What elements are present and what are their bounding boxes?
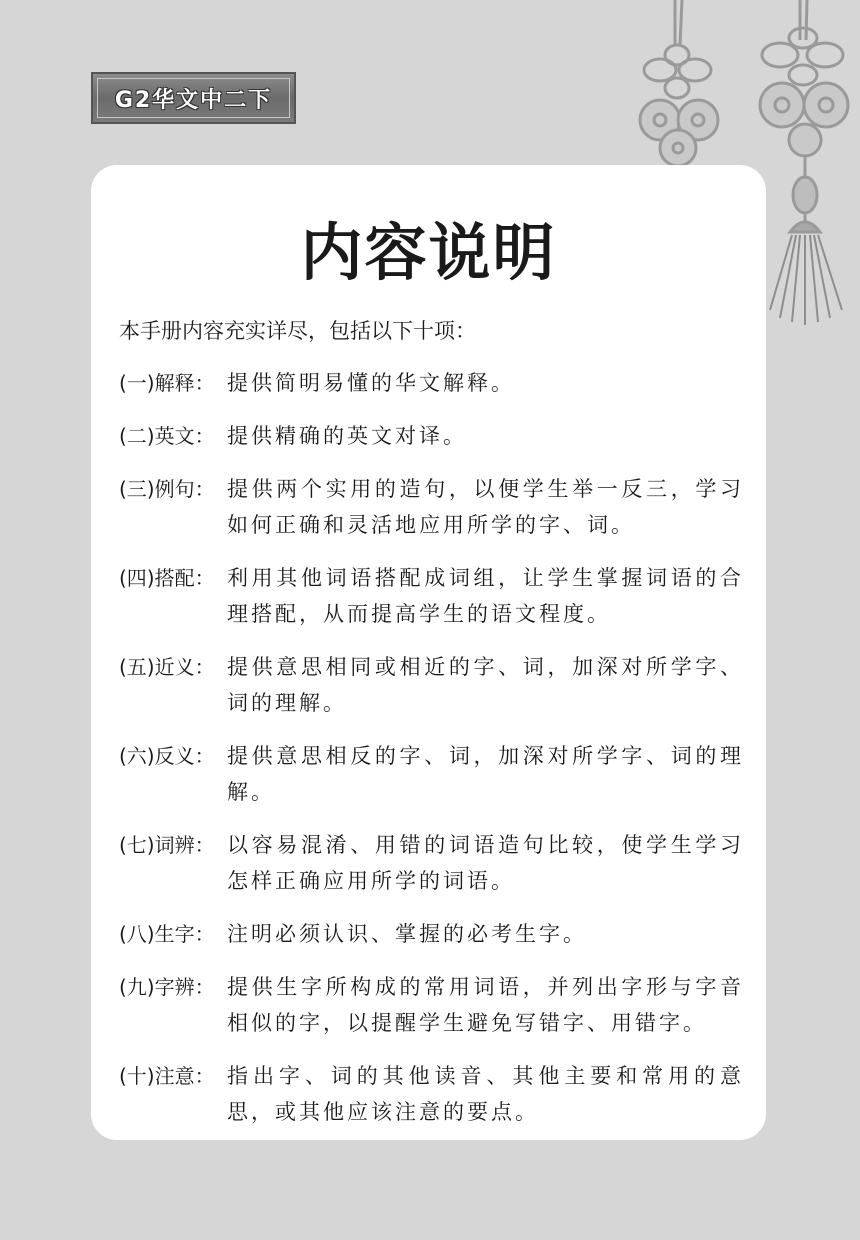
list-item <box>119 827 744 899</box>
item-label: (八)生字： <box>119 922 215 946</box>
item-text: 指出字、词的其他读音、其他主要和常用的意思，或其他应该注意的要点。 <box>227 1064 744 1124</box>
intro-text: 本手册内容充实详尽，包括以下十项： <box>119 319 476 343</box>
list-item <box>119 471 744 543</box>
item-text: 提供生字所构成的常用词语，并列出字形与字音相似的字，以提醒学生避免写错字、用错字。 <box>227 975 744 1035</box>
item-label: (五)近义： <box>119 655 215 679</box>
list-item <box>119 916 744 952</box>
list-item <box>119 1058 744 1130</box>
list-item <box>119 969 744 1041</box>
item-text: 提供意思相同或相近的字、词，加深对所学字、词的理解。 <box>227 655 744 715</box>
item-text: 提供精确的英文对译。 <box>227 424 467 448</box>
item-label: (四)搭配： <box>119 566 215 590</box>
item-label: (六)反义： <box>119 744 215 768</box>
grade-badge <box>91 72 296 124</box>
item-label: (十)注意： <box>119 1064 215 1088</box>
item-text: 提供简明易懂的华文解释。 <box>227 371 515 395</box>
page-title: 内容说明 <box>300 216 557 289</box>
list-item <box>119 560 744 632</box>
content-card <box>91 165 766 1140</box>
item-text: 提供意思相反的字、词，加深对所学字、词的理解。 <box>227 744 744 804</box>
item-text: 注明必须认识、掌握的必考生字。 <box>227 922 587 946</box>
item-label: (七)词辨： <box>119 833 215 857</box>
list-item <box>119 365 744 401</box>
item-text: 以容易混淆、用错的词语造句比较，使学生学习怎样正确应用所学的词语。 <box>227 833 744 893</box>
item-text: 提供两个实用的造句，以便学生举一反三，学习如何正确和灵活地应用所学的字、词。 <box>227 477 744 537</box>
item-label: (九)字辨： <box>119 975 215 999</box>
items-list <box>119 365 744 1147</box>
item-label: (一)解释： <box>119 371 215 395</box>
list-item <box>119 649 744 721</box>
badge-text: G2华文中二下 <box>114 87 273 113</box>
item-text: 利用其他词语搭配成词组，让学生掌握词语的合理搭配，从而提高学生的语文程度。 <box>227 566 744 626</box>
list-item <box>119 738 744 810</box>
list-item <box>119 418 744 454</box>
item-label: (二)英文： <box>119 424 215 448</box>
item-label: (三)例句： <box>119 477 215 501</box>
